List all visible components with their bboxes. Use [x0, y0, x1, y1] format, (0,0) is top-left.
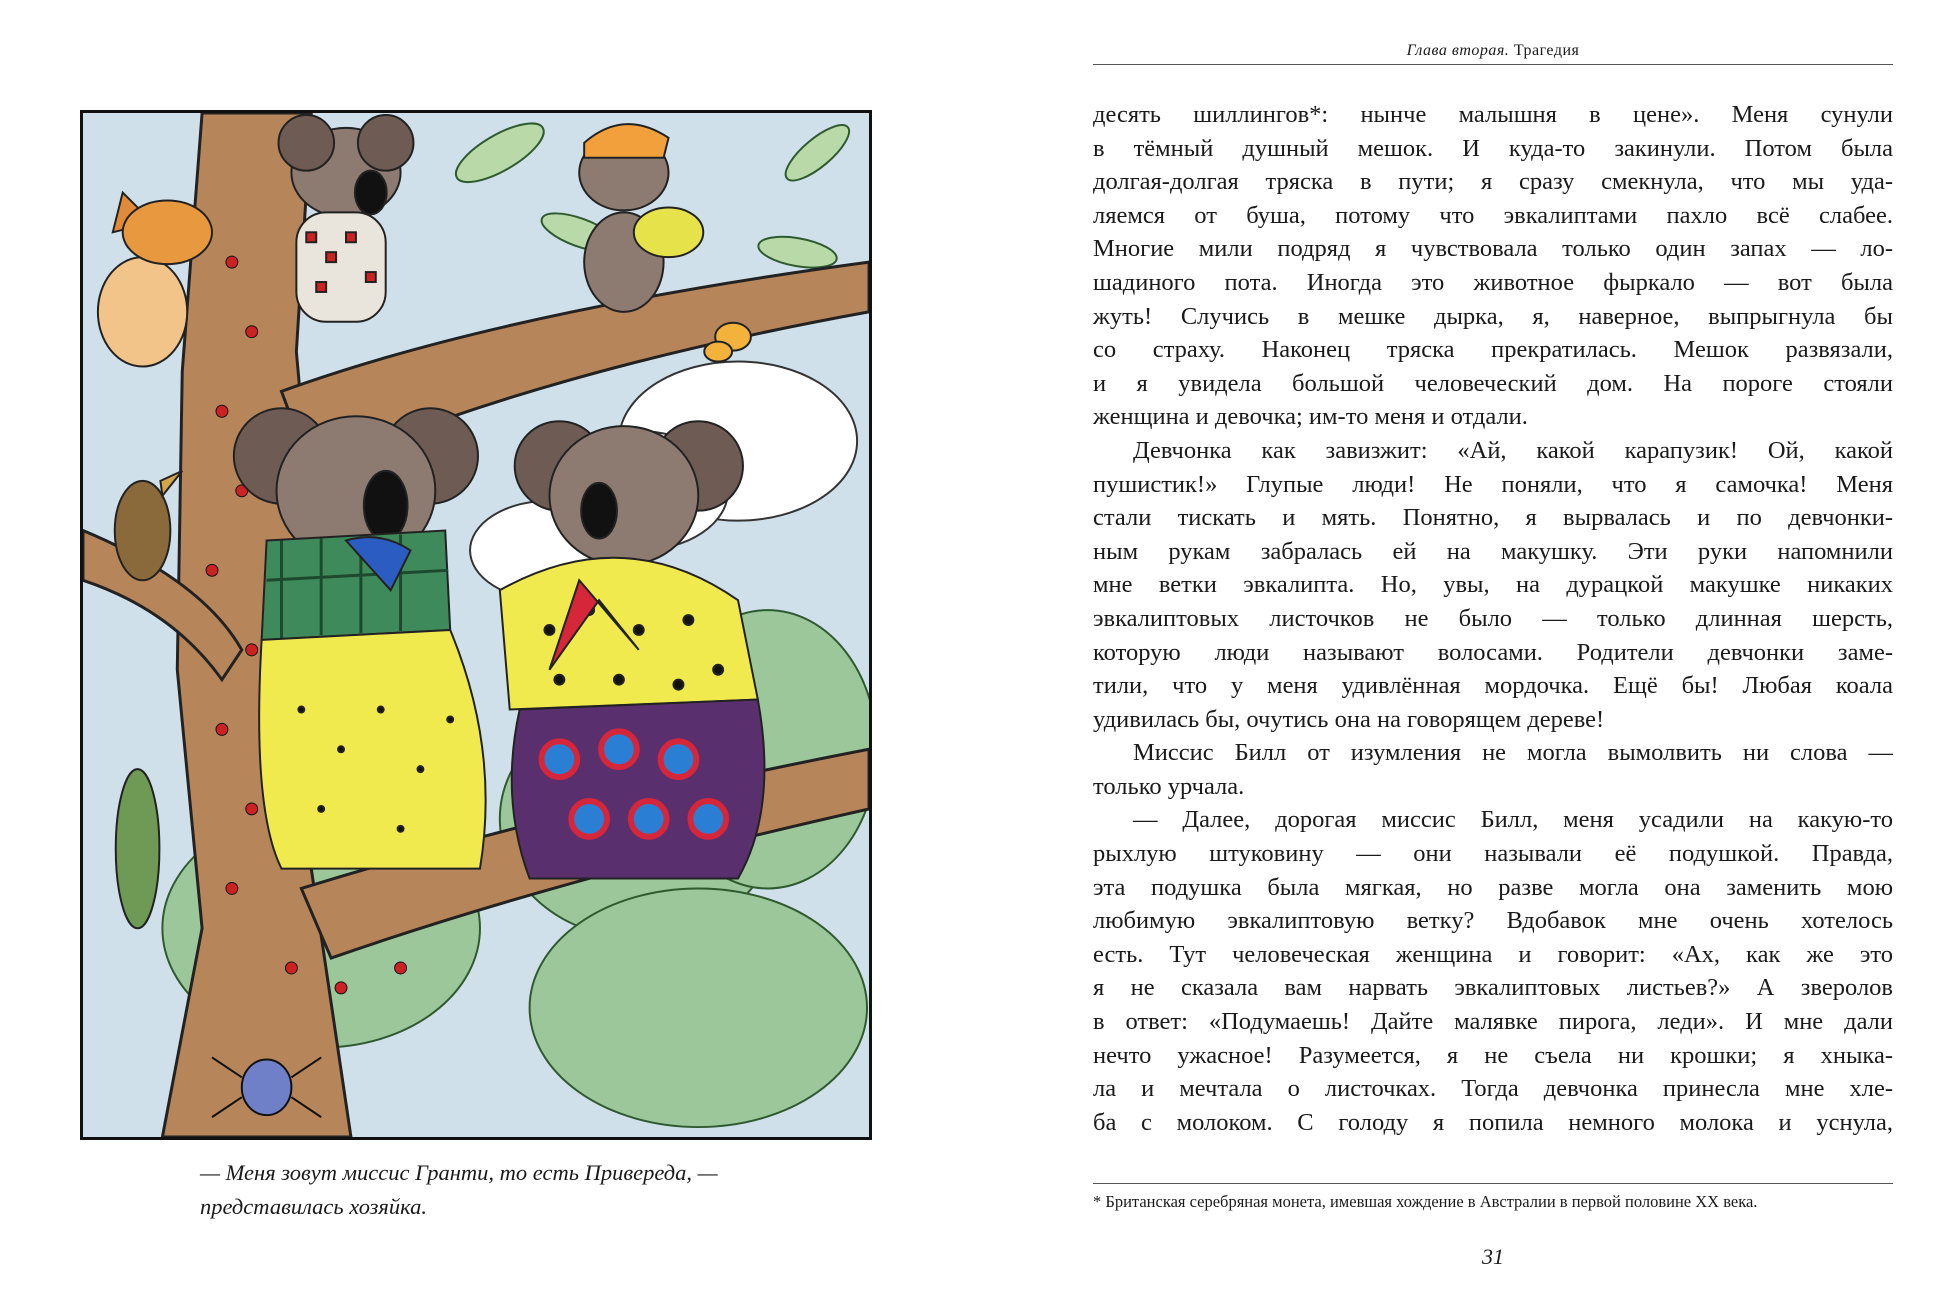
koala-right	[500, 421, 765, 878]
text-line: стали тискать и мять. Понятно, я вырвалась и по девчонки-	[1093, 504, 1893, 532]
running-head	[1093, 42, 1893, 60]
text-line: шадиного пота. Иногда это животное фыркало — вот была	[1093, 268, 1893, 296]
text-line: ба с молоком. С голоду я попила немного молока и уснула,	[1093, 1108, 1893, 1136]
running-head-chapter: Глава вторая.	[1406, 42, 1510, 59]
text-line: Многие мили подряд я чувствовала только один запах — ло-	[1093, 235, 1893, 263]
body-text	[1093, 98, 1893, 1139]
text-line: женщина и девочка; им-то меня и отдали.	[1093, 403, 1528, 431]
text-line: жуть! Случись в мешке дырка, я, наверное, выпрыгнула бы	[1093, 302, 1893, 330]
text-line: в тёмный душный мешок. И куда-то закинули. Потом была	[1093, 134, 1893, 162]
text-line: удивилась бы, очутись она на говорящем дереве!	[1093, 705, 1605, 733]
text-line: тили, что у меня удивлённая мордочка. Ещё бы! Любая коала	[1093, 672, 1893, 700]
text-line: долгая-долгая тряска в пути; я сразу смекнула, что мы уда-	[1093, 168, 1893, 196]
text-line: эвкалиптовых листочков не было — только длинная шерсть,	[1093, 604, 1893, 632]
text-line: ным рукам забралась ей на макушку. Эти руки напомнили	[1093, 537, 1893, 565]
text-line: ла и мечтала о листочках. Тогда девчонка принесла мне хле-	[1093, 1075, 1893, 1103]
koala-left	[234, 408, 486, 868]
koalas-in-tree-illustration	[80, 110, 872, 1140]
page-number: 31	[1482, 1244, 1504, 1269]
illustration-caption	[200, 1156, 820, 1224]
text-line: Девчонка как завизжит: «Ай, какой карапузик! Ой, какой	[1133, 436, 1893, 464]
text-line: только урчала.	[1093, 772, 1245, 800]
text-line: десять шиллингов*: нынче малышня в цене». Меня сунули	[1093, 101, 1893, 128]
text-line: — Далее, дорогая миссис Билл, меня усадили на какую-то	[1133, 806, 1893, 834]
text-line: нечто ужасное! Разумеется, я не съела ни крошки; я хныка-	[1093, 1041, 1893, 1069]
text-line: я не сказала вам нарвать эвкалиптовых листьев?» А зверолов	[1093, 974, 1893, 1002]
text-line: со страху. Наконец тряска прекратилась. Мешок развязали,	[1093, 336, 1893, 364]
text-line: эта подушка была мягкая, но разве могла она заменить мою	[1093, 873, 1893, 901]
right-page	[968, 0, 1937, 1304]
text-line: любимую эвкалиптовую ветку? Вдобавок мне очень хотелось	[1093, 907, 1893, 935]
text-line: рыхлую штуковину — они называли её подушкой. Правда,	[1093, 840, 1893, 868]
header-rule	[1093, 64, 1893, 65]
footnote-rule	[1093, 1183, 1893, 1184]
text-line: которую люди называют волосами. Родители девчонки заме-	[1093, 638, 1893, 666]
left-page	[0, 0, 968, 1304]
text-line: есть. Тут человеческая женщина и говорит: «Ах, как же это	[1093, 940, 1893, 968]
footnote: * Британская серебряная монета, имевшая хождение в Австралии в первой половине XX века.	[1093, 1192, 1758, 1211]
caption-line: представилась хозяйка.	[200, 1194, 427, 1219]
caption-line: — Меня зовут миссис Гранти, то есть Привереда, —	[200, 1160, 718, 1185]
text-line: Миссис Билл от изумления не могла вымолвить ни слова —	[1133, 739, 1893, 767]
text-line: и я увидела большой человеческий дом. На пороге стояли	[1093, 369, 1893, 397]
illustration-svg	[83, 113, 869, 1137]
running-head-title: Трагедия	[1513, 42, 1580, 59]
text-line: пушистик!» Глупые люди! Не поняли, что я самочка! Меня	[1093, 470, 1893, 498]
text-line: мне ветки эвкалипта. Но, увы, на дурацкой макушке никаких	[1093, 571, 1893, 599]
lizard	[116, 769, 160, 928]
text-line: в ответ: «Подумаешь! Дайте малявке пирога, леди». И мне дали	[1093, 1008, 1893, 1036]
text-line: ляемся от буша, потому что эвкалиптами пахло всё слабее.	[1093, 201, 1893, 229]
